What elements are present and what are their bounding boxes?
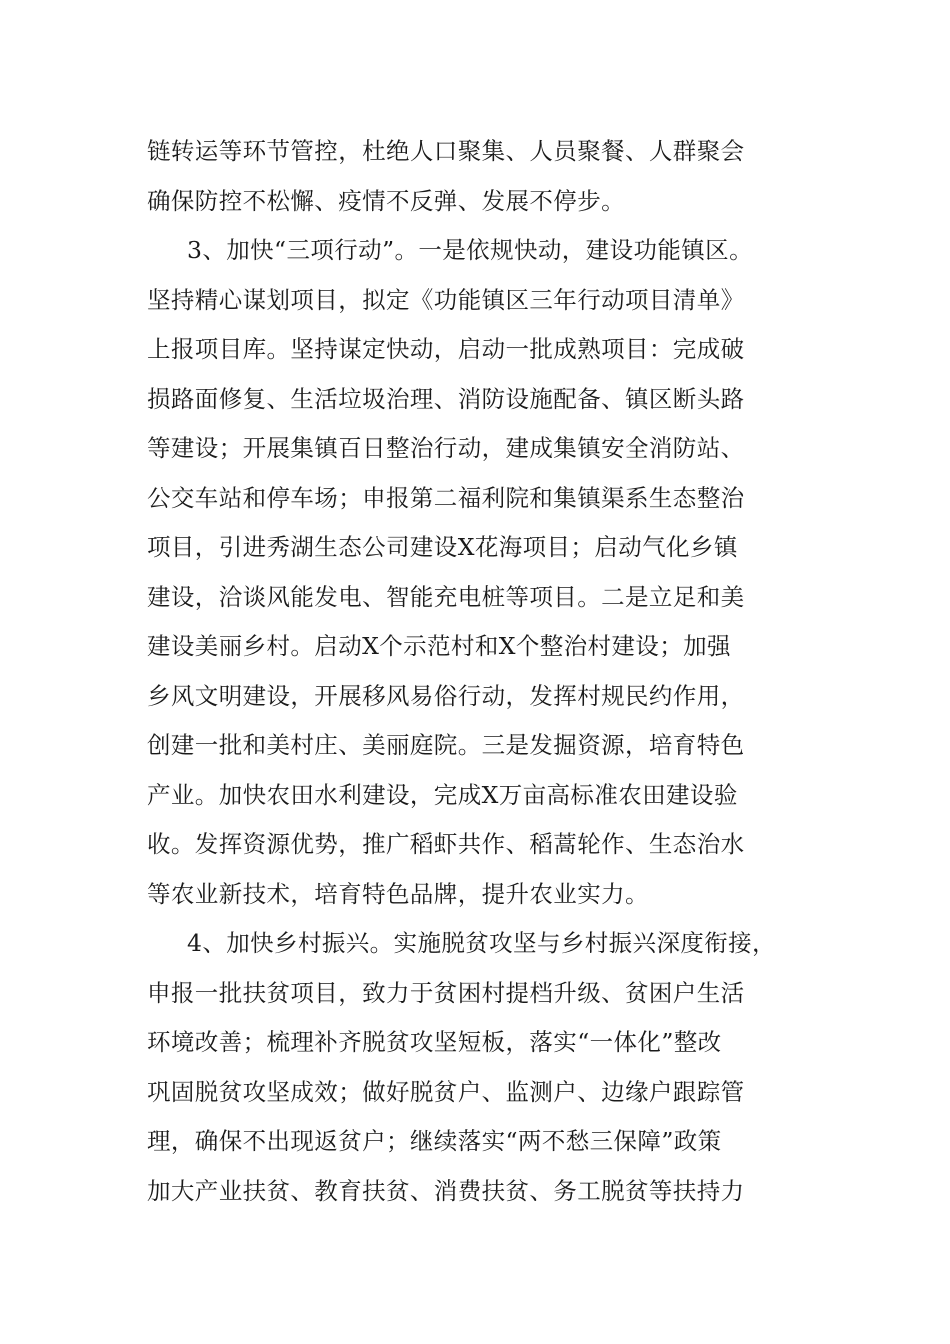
text-line: 上报项目库。坚持谋定快动，启动一批成熟项目：完成破 (147, 335, 745, 363)
text-line: 加大产业扶贫、教育扶贫、消费扶贫、务工脱贫等扶持力 (147, 1176, 745, 1205)
text-line: 环境改善；梳理补齐脱贫攻坚短板，落实“一体化”整改 (147, 1028, 722, 1056)
text-line: 建设，洽谈风能发电、智能充电桩等项目。二是立足和美 (147, 582, 745, 611)
text-line: 建设美丽乡村。启动X个示范村和X个整治村建设；加强 (147, 632, 731, 660)
text-line: 链转运等环节管控，杜绝人口聚集、人员聚餐、人群聚会 (147, 137, 745, 165)
text-line: 等建设；开展集镇百日整治行动，建成集镇安全消防站、 (147, 434, 745, 462)
section-4-heading-line: 4、加快乡村振兴。实施脱贫攻坚与乡村振兴深度衔接， (187, 929, 776, 957)
text-line: 巩固脱贫攻坚成效；做好脱贫户、监测户、边缘户跟踪管 (147, 1077, 745, 1106)
text-line: 理，确保不出现返贫户；继续落实“两不愁三保障”政策 (147, 1127, 722, 1155)
text-line: 申报一批扶贫项目，致力于贫困村提档升级、贫困户生活 (147, 978, 745, 1007)
text-line: 产业。加快农田水利建设，完成X万亩高标准农田建设验 (147, 780, 738, 809)
text-line: 乡风文明建设，开展移风易俗行动，发挥村规民约作用， (147, 681, 745, 710)
text-line: 损路面修复、生活垃圾治理、消防设施配备、镇区断头路 (147, 384, 745, 413)
text-line: 等农业新技术，培育特色品牌，提升农业实力。 (147, 879, 649, 908)
text-line: 确保防控不松懈、疫情不反弹、发展不停步。 (147, 186, 625, 215)
body-text (147, 127, 847, 1216)
text-line: 公交车站和停车场；申报第二福利院和集镇渠系生态整治 (147, 483, 745, 512)
section-3-heading-line: 3、加快“三项行动”。一是依规快动，建设功能镇区。 (187, 236, 753, 264)
text-line: 项目，引进秀湖生态公司建设X花海项目；启动气化乡镇 (147, 533, 738, 561)
text-line: 收。发挥资源优势，推广稻虾共作、稻蒿轮作、生态治水 (147, 830, 745, 858)
text-line: 坚持精心谋划项目，拟定《功能镇区三年行动项目清单》 (147, 285, 745, 314)
text-line: 创建一批和美村庄、美丽庭院。三是发掘资源，培育特色 (147, 731, 745, 759)
